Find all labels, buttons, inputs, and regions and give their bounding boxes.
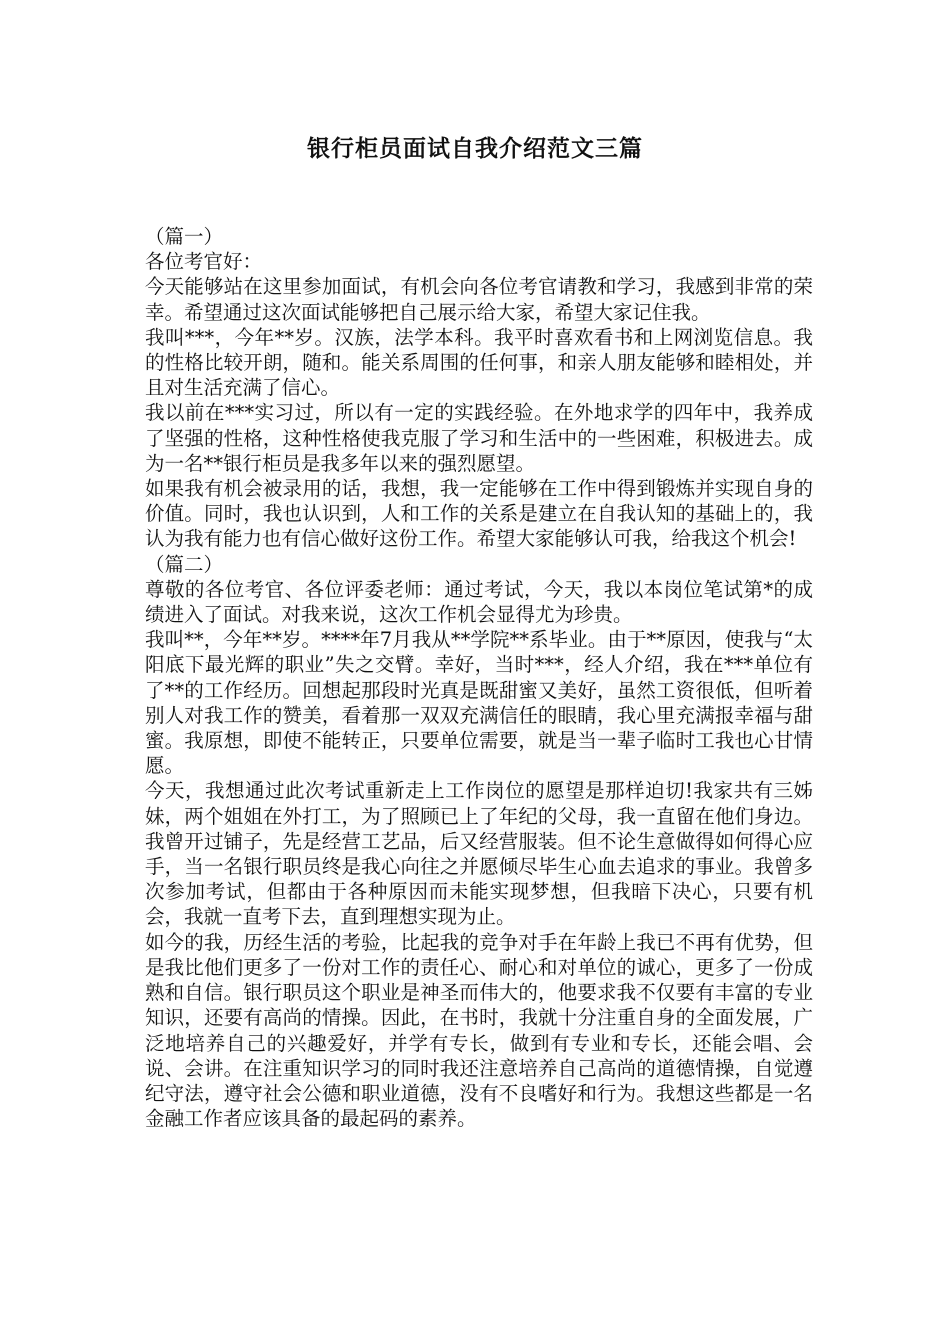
paragraph-1-5: 如果我有机会被录用的话，我想，我一定能够在工作中得到锻炼并实现自身的价值。同时，我也认识到，人和工作的关系是建立在自我认知的基础上的，我认为我有能力也有信心做好这份工作。希望大家能够认可我，给我这个机会! [145,477,813,551]
paragraph-1-2: 今天能够站在这里参加面试，有机会向各位考官请教和学习，我感到非常的荣幸。希望通过这次面试能够把自己展示给大家，希望大家记住我。 [145,275,813,324]
section-label-2: （篇二） [145,552,224,576]
paragraph-2-4: 如今的我，历经生活的考验，比起我的竞争对手在年龄上我已不再有优势，但是我比他们更多了一份对工作的责任心、耐心和对单位的诚心，更多了一份成熟和自信。银行职员这个职业是神圣而伟大的，他要求我不仅要有丰富的专业知识，还要有高尚的情操。因此，在书时，我就十分注重自身的全面发展，广泛地培养自己的兴趣爱好，并学有专长，做到有专业和专长，还能会唱、会说、会讲。在注重知识学习的同时我还注意培养自己高尚的道德情操，自觉遵纪守法，遵守社会公德和职业道德，没有不良嗜好和行为。我想这些都是一名金融工作者应该具备的最起码的素养。 [145,930,813,1131]
paragraph-2-3: 今天，我想通过此次考试重新走上工作岗位的愿望是那样迫切!我家共有三姊妹，两个姐姐在外打工，为了照顾已上了年纪的父母，我一直留在他们身边。我曾开过铺子，先是经营工艺品，后又经营服装。但不论生意做得如何得心应手，当一名银行职员终是我心向往之并愿倾尽毕生心血去追求的事业。我曾多次参加考试，但都由于各种原因而未能实现梦想，但我暗下决心，只要有机会，我就一直考下去，直到理想实现为止。 [145,779,813,929]
paragraph-2-1: 尊敬的各位考官、各位评委老师：通过考试，今天，我以本岗位笔试第*的成绩进入了面试。对我来说，这次工作机会显得尤为珍贵。 [145,577,813,627]
document-body [145,224,813,1131]
paragraph-1-3: 我叫***，今年**岁。汉族，法学本科。我平时喜欢看书和上网浏览信息。我的性格比较开朗，随和。能关系周围的任何事，和亲人朋友能够和睦相处，并且对生活充满了信心。 [145,325,813,400]
paragraph-2-2: 我叫**，今年**岁。****年7月我从**学院**系毕业。由于**原因，使我与“太阳底下最光辉的职业”失之交臂。幸好，当时***，经人介绍，我在***单位有了**的工作经历。回想起那段时光真是既甜蜜又美好，虽然工资很低，但听着别人对我工作的赞美，看着那一双双充满信任的眼睛，我心里充满报幸福与甜蜜。我原想，即使不能转正，只要单位需要，就是当一辈子临时工我也心甘情愿。 [145,628,813,778]
document-title: 银行柜员面试自我介绍范文三篇 [307,135,643,162]
paragraph-1-1: 各位考官好： [145,250,263,274]
section-label-1: （篇一） [145,225,224,248]
paragraph-1-4: 我以前在***实习过，所以有一定的实践经验。在外地求学的四年中，我养成了坚强的性格，这种性格使我克服了学习和生活中的一些困难，积极进去。成为一名**银行柜员是我多年以来的强烈愿望。 [145,401,813,475]
